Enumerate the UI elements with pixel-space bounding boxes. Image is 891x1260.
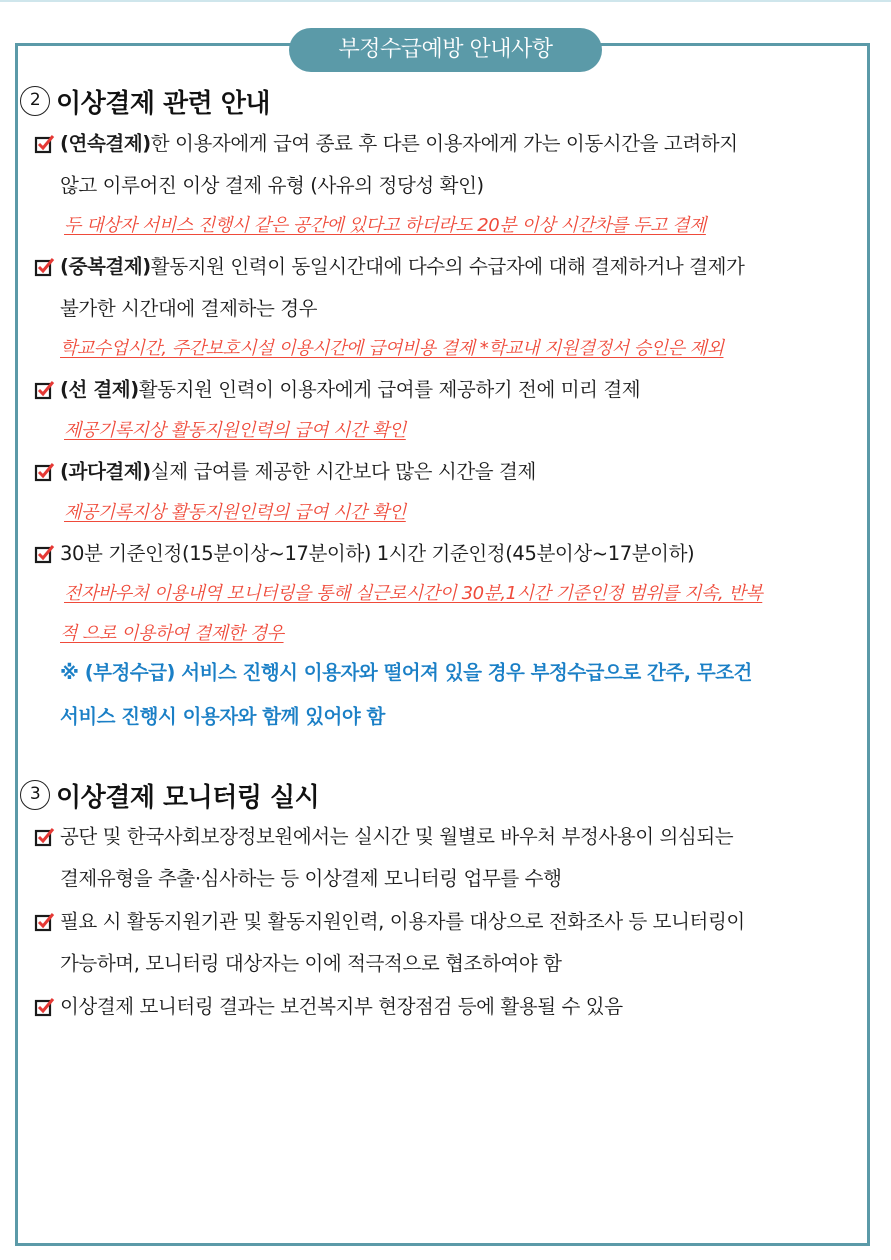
note-red-continued: 적 으로 이용하여 결제한 경우 (60, 623, 284, 644)
section-title: 이상결제 모니터링 실시 (56, 782, 320, 813)
top-rule (0, 0, 891, 2)
list-item-monitoring-result (34, 994, 623, 1020)
list-item-consecutive (34, 131, 738, 157)
list-item-prepay (34, 377, 640, 403)
check-box-icon (34, 826, 56, 848)
check-box-icon (34, 996, 56, 1018)
check-box-icon (34, 461, 56, 483)
list-item-monitoring-survey (34, 909, 745, 935)
list-item-time-criteria (34, 541, 694, 567)
section-number-circle: 2 (20, 86, 50, 116)
warning-text-continued: 서비스 진행시 이용자와 함께 있어야 함 (60, 705, 385, 728)
note-red: 두 대상자 서비스 진행시 같은 공간에 있다고 하더라도 20분 이상 시간차를 두고 결제 (64, 215, 706, 236)
item-label: (선 결제) (60, 378, 139, 401)
note-red: 학교수업시간, 주간보호시설 이용시간에 급여비용 결제 *학교내 지원결정서 승인은 제외 (60, 338, 724, 359)
item-text: 공단 및 한국사회보장정보원에서는 실시간 및 월별로 바우처 부정사용이 의심되는 (60, 825, 734, 848)
section-3-heading (20, 778, 319, 812)
section-title: 이상결제 관련 안내 (56, 88, 271, 119)
item-text: 활동지원 인력이 동일시간대에 다수의 수급자에 대해 결제하거나 결제가 (150, 255, 745, 278)
note-red: 제공기록지상 활동지원인력의 급여 시간 확인 (64, 420, 406, 441)
note-red: 전자바우처 이용내역 모니터링을 통해 실근로시간이 30분,1시간 기준인정 범위를 지속, 반복 (64, 583, 763, 604)
item-text-continued: 결제유형을 추출·심사하는 등 이상결제 모니터링 업무를 수행 (60, 867, 562, 890)
list-item-excess (34, 459, 536, 485)
list-item-monitoring-agency (34, 824, 733, 850)
item-label: (과다결제) (60, 460, 151, 483)
item-text: 필요 시 활동지원기관 및 활동지원인력, 이용자를 대상으로 전화조사 등 모니터링이 (60, 910, 745, 933)
check-box-icon (34, 256, 56, 278)
item-text: 활동지원 인력이 이용자에게 급여를 제공하기 전에 미리 결제 (138, 378, 641, 401)
item-text-continued: 불가한 시간대에 결제하는 경우 (60, 297, 318, 320)
item-text-continued: 가능하며, 모니터링 대상자는 이에 적극적으로 협조하여야 함 (60, 952, 562, 975)
item-text: 한 이용자에게 급여 종료 후 다른 이용자에게 가는 이동시간을 고려하지 (150, 132, 738, 155)
item-label: (중복결제) (60, 255, 151, 278)
item-text: 실제 급여를 제공한 시간보다 많은 시간을 결제 (150, 460, 536, 483)
check-box-icon (34, 379, 56, 401)
list-item-duplicate (34, 254, 744, 280)
check-box-icon (34, 133, 56, 155)
check-box-icon (34, 543, 56, 565)
item-label: (연속결제) (60, 132, 151, 155)
item-text-continued: 않고 이루어진 이상 결제 유형 (사유의 정당성 확인) (60, 174, 484, 197)
banner-title: 부정수급예방 안내사항 (289, 28, 602, 72)
section-2-heading (20, 84, 270, 118)
section-number-circle: 3 (20, 780, 50, 810)
check-box-icon (34, 911, 56, 933)
note-red: 제공기록지상 활동지원인력의 급여 시간 확인 (64, 502, 406, 523)
item-text: 이상결제 모니터링 결과는 보건복지부 현장점검 등에 활용될 수 있음 (60, 995, 623, 1018)
item-text: 30분 기준인정(15분이상~17분이하) 1시간 기준인정(45분이상~17분이하) (60, 542, 695, 565)
warning-text: ※ (부정수급) 서비스 진행시 이용자와 떨어져 있을 경우 부정수급으로 간주, 무조건 (60, 661, 752, 684)
